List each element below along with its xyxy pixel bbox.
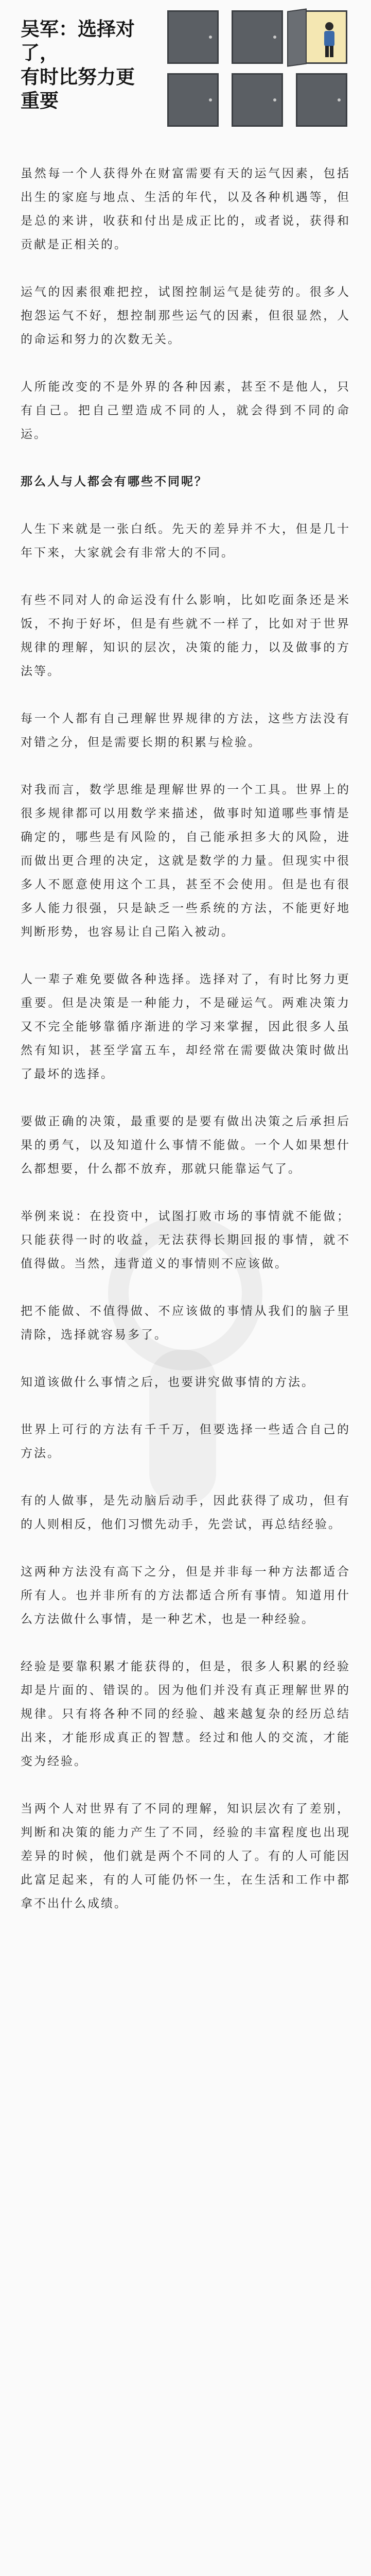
person-icon	[321, 22, 337, 56]
title-line-2: 有时比努力更重要	[21, 65, 135, 112]
door-icon	[167, 73, 219, 127]
hero-banner	[0, 0, 371, 136]
article-body	[0, 136, 371, 1916]
doors-illustration	[167, 10, 358, 129]
paragraph: 把不能做、不值得做、不应该做的事情从我们的脑子里清除，选择就容易多了。	[21, 1304, 350, 1342]
paragraph: 举例来说：在投资中，试图打败市场的事情就不能做；只能获得一时的收益，无法获得长期回报的事情，就不值得做。当然，违背道义的事情则不应该做。	[21, 1210, 350, 1270]
paragraph: 世界上可行的方法有千千万，但要选择一些适合自己的方法。	[21, 1423, 350, 1460]
paragraph: 经验是要靠积累才能获得的，但是，很多人积累的经验却是片面的、错误的。因为他们并没有真正理解世界的规律。只有将各种不同的经验、越来越复杂的经历总结出来，才能形成真正的智慧。经过和他人的交流，才能变为经验。	[21, 1660, 350, 1768]
paragraph: 对我而言，数学思维是理解世界的一个工具。世界上的很多规律都可以用数学来描述，做事时知道哪些事情是确定的，哪些是有风险的，自己能承担多大的风险，进而做出更合理的决定，这就是数学的力量。但现实中很多人不愿意使用这个工具，甚至不会使用。但是也有很多人能力很强，只是缺乏一些系统的方法，不能更好地判断形势，也容易让自己陷入被动。	[21, 783, 350, 939]
paragraph: 每一个人都有自己理解世界规律的方法，这些方法没有对错之分，但是需要长期的积累与检验。	[21, 712, 350, 749]
article-title	[21, 18, 144, 113]
paragraph: 有的人做事，是先动脑后动手，因此获得了成功，但有的人则相反，他们习惯先动手，先尝试，再总结经验。	[21, 1494, 350, 1531]
paragraph: 知道该做什么事情之后，也要讲究做事情的方法。	[21, 1376, 315, 1389]
paragraph: 当两个人对世界有了不同的理解，知识层次有了差别，判断和决策的能力产生了不同，经验的丰富程度也出现差异的时候，他们就是两个不同的人了。有的人可能因此富足起来，有的人可能仍怀一生，在生活和工作中都拿不出什么成绩。	[21, 1802, 350, 1910]
title-line-1: 吴军：选择对了，	[21, 18, 135, 64]
paragraph: 要做正确的决策，最重要的是要有做出决策之后承担后果的勇气，以及知道什么事情不能做。一个人如果想什么都想要，什么都不放弃，那就只能靠运气了。	[21, 1115, 350, 1176]
paragraph: 人所能改变的不是外界的各种因素，甚至不是他人，只有自己。把自己塑造成不同的人，就会得到不同的命运。	[21, 380, 350, 441]
open-door-icon	[296, 10, 347, 64]
paragraph: 那么人与人都会有哪些不同呢？	[21, 474, 208, 488]
paragraph: 虽然每一个人获得外在财富需要有天的运气因素，包括出生的家庭与地点、生活的年代，以及各种机遇等，但是总的来讲，收获和付出是成正比的，或者说，获得和贡献是正相关的。	[21, 167, 350, 251]
paragraph: 人一辈子难免要做各种选择。选择对了，有时比努力更重要。但是决策是一种能力，不是碰运气。两难决策力又不完全能够靠循序渐进的学习来掌握，因此很多人虽然有知识，甚至学富五车，却经常在需要做决策时做出了最坏的选择。	[21, 973, 350, 1081]
paragraph: 运气的因素很难把控，试图控制运气是徒劳的。很多人抱怨运气不好，想控制那些运气的因素，但很显然，人的命运和努力的次数无关。	[21, 285, 350, 346]
paragraph: 人生下来就是一张白纸。先天的差异并不大，但是几十年下来，大家就会有非常大的不同。	[21, 522, 350, 560]
door-icon	[232, 10, 283, 64]
paragraph: 这两种方法没有高下之分，但是并非每一种方法都适合所有人。也并非所有的方法都适合所有事情。知道用什么方法做什么事情，是一种艺术，也是一种经验。	[21, 1565, 350, 1626]
door-icon	[167, 10, 219, 64]
paragraph: 有些不同对人的命运没有什么影响，比如吃面条还是米饭，不拘于好坏，但是有些就不一样了，比如对于世界规律的理解，知识的层次，决策的能力，以及做事的方法等。	[21, 594, 350, 678]
door-icon	[296, 73, 347, 127]
door-icon	[232, 73, 283, 127]
